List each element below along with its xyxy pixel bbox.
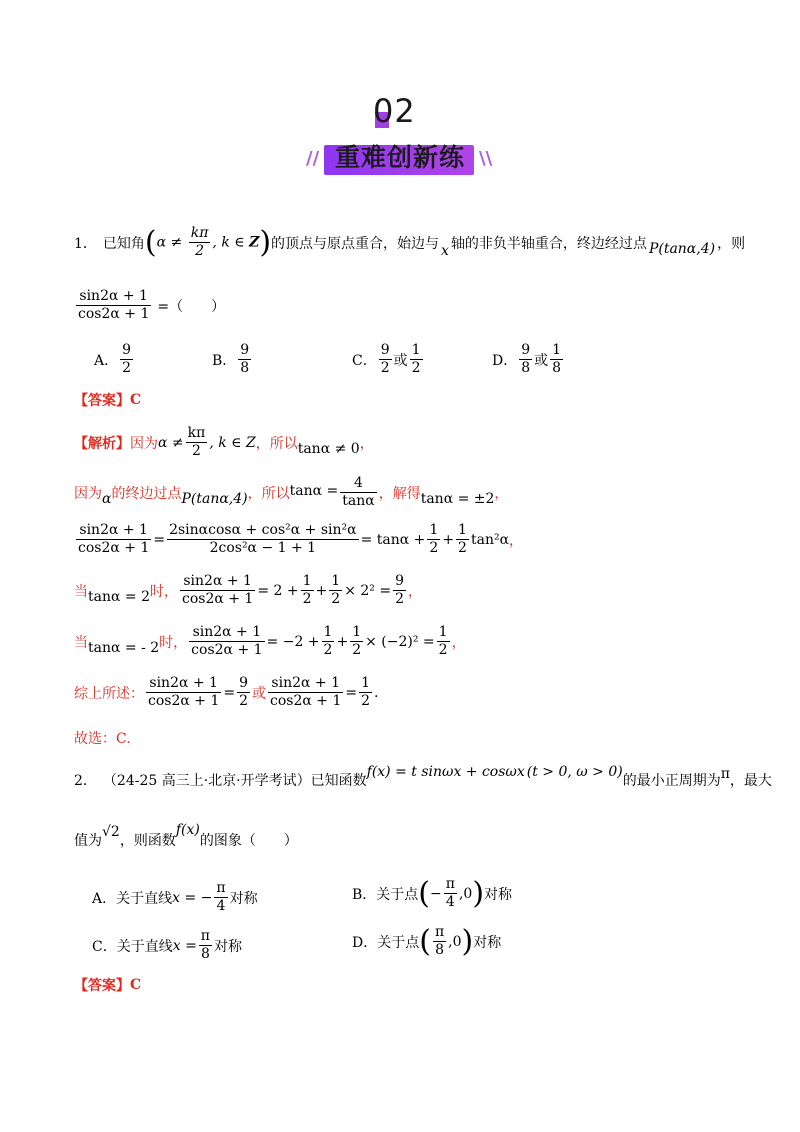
q1-expression — [74, 288, 225, 323]
math-text: = — [153, 531, 166, 548]
math-text: . — [374, 684, 379, 701]
analysis-text: 综上所述： — [74, 685, 144, 702]
math-text: tanα = - 2 — [88, 639, 160, 656]
analysis-text: ， — [451, 634, 466, 651]
option-fraction: $\frac{1}{2}$ — [411, 342, 421, 376]
q2-stem-text: 的图象（ ） — [199, 833, 298, 849]
option-text: 对称 — [473, 934, 502, 951]
q1-analysis-line4 — [74, 573, 422, 608]
math-text: + — [336, 633, 349, 650]
math-text: √2 — [102, 824, 120, 840]
option-fraction: $\frac{\pi}{4}$ — [216, 880, 226, 914]
q1-x-var: x — [441, 242, 449, 259]
analysis-text: ， — [509, 532, 524, 549]
option-label: B． — [212, 352, 237, 369]
analysis-text: 时， — [149, 583, 178, 600]
ratio-fraction: $\frac{\sin 2\alpha + 1}{\cos 2\alpha + 1}$ — [270, 675, 342, 709]
math-text: ,0 — [458, 885, 473, 902]
q2-option-c — [92, 928, 242, 963]
kpi-over-2: $\frac{k\pi}{2}$ — [187, 425, 206, 459]
q2-stem-text: ，则函数 — [119, 833, 176, 849]
q1-analysis-line1 — [74, 425, 374, 460]
answer-tag: 【答案】 — [74, 393, 130, 409]
half-fraction: $\frac{1}{2}$ — [458, 522, 467, 556]
or-word: 或 — [393, 352, 408, 369]
math-text: , k ∈ Z — [209, 434, 256, 451]
math-text: ,0 — [448, 933, 462, 950]
q1-conclusion: 故选：C. — [74, 731, 131, 747]
q2-stem-text: 的最小正周期为 — [622, 773, 721, 789]
or-word: 或 — [534, 352, 549, 369]
q2-option-d: D．关于点 ( $\frac{\pi}{8}$ ,0 ) 对称 — [352, 923, 502, 959]
q1-main-fraction: $\frac{\sin 2\alpha + 1}{\cos 2\alpha + 1}$ — [78, 288, 150, 322]
expanded-fraction: $\frac{\text{2sinαcosα + cos²α + sin²α}}{\text{2cos²α − 1 + 1}}$ — [169, 522, 357, 556]
math-text: f(x) = t sinωx + cosωx — [366, 764, 525, 780]
q2-option-b: B．关于点 ( − $\frac{\pi}{4}$ ,0 ) 对称 — [352, 875, 513, 911]
result-fraction: $\frac{9}{2}$ — [239, 675, 249, 709]
q1-stem — [74, 225, 745, 260]
math-text: P(tanα,4) — [181, 490, 248, 507]
analysis-text: 因为 — [130, 435, 158, 452]
half-fraction: $\frac{1}{2}$ — [352, 624, 362, 658]
math-text: tan²α — [470, 531, 510, 548]
q1-analysis-line2 — [74, 475, 508, 510]
option-fraction: $\frac{\pi}{8}$ — [200, 928, 210, 962]
q1-condition: α ≠ $\frac{k\pi}{2}$ , k ∈ Z — [156, 225, 260, 259]
math-text: α — [102, 490, 112, 507]
analysis-tag: 【解析】 — [74, 435, 130, 452]
analysis-text: 因为 — [74, 485, 102, 502]
four-over-tan: $\frac{4}{\tan\alpha}$ — [342, 475, 375, 509]
option-fraction: $\frac{1}{8}$ — [552, 342, 562, 376]
math-text: tanα ≠ 0 — [297, 440, 360, 457]
math-text: + — [315, 582, 328, 599]
q2-number: 2． — [74, 773, 97, 789]
answer-value: C — [130, 977, 142, 993]
option-fraction: $\frac{9}{8}$ — [521, 342, 531, 376]
q1-point: P(tanα,4) — [648, 240, 716, 257]
q1-stem-text: 已知角 — [102, 235, 145, 252]
math-text: × (−2)² = — [365, 633, 435, 650]
left-slash-decoration: // — [306, 148, 320, 169]
math-text: = −2 + — [266, 633, 320, 650]
q2-source: （24-25 高三上·北京·开学考试）已知函数 — [102, 773, 367, 789]
result-fraction: $\frac{1}{2}$ — [361, 675, 371, 709]
q1-option-d — [492, 342, 565, 377]
kpi-over-2: $\frac{k\pi}{2}$ — [190, 225, 209, 259]
analysis-text: 的终边过点 — [111, 485, 182, 502]
analysis-text: ， — [408, 583, 423, 600]
option-label: A． — [94, 352, 119, 369]
math-text: = — [345, 684, 358, 701]
math-text: tanα = 2 — [88, 588, 150, 605]
option-label: C．关于直线 — [92, 938, 173, 955]
analysis-text: 时， — [159, 634, 188, 651]
q1-stem-text: 的顶点与原点重合，始边与 — [271, 235, 440, 252]
math-text: α ≠ — [158, 434, 184, 451]
option-label: C． — [352, 352, 377, 369]
math-text: = tanα + — [360, 531, 426, 548]
analysis-text: ， — [494, 485, 509, 502]
math-text: − — [430, 885, 442, 902]
ratio-fraction: $\frac{\sin 2\alpha + 1}{\cos 2\alpha + 1}$ — [181, 573, 254, 607]
option-label: A．关于直线 — [92, 890, 173, 907]
section-number: 02 — [373, 92, 416, 130]
q1-stem-text: 轴的非负半轴重合，终边经过点 — [450, 235, 647, 252]
result-fraction: $\frac{1}{2}$ — [438, 624, 448, 658]
math-text: tanα = ±2 — [420, 490, 495, 507]
analysis-text: 当 — [74, 583, 88, 600]
ratio-fraction: $\frac{\sin 2\alpha + 1}{\cos 2\alpha + 1}$ — [78, 522, 150, 556]
section-title: 重难创新练 — [334, 143, 465, 172]
option-fraction: $\frac{9}{2}$ — [380, 342, 390, 376]
q1-blank: =（ ） — [157, 298, 226, 315]
q1-analysis-line5 — [74, 624, 466, 659]
math-text: tanα = — [289, 482, 339, 499]
q1-option-b — [212, 342, 253, 377]
q1-stem-text: ，则 — [717, 235, 746, 252]
option-fraction: $\frac{9}{2}$ — [122, 342, 132, 376]
math-text: x = − — [172, 889, 213, 906]
q1-number: 1． — [74, 235, 97, 252]
q2-stem-line2 — [74, 822, 298, 850]
analysis-text: ，解得 — [378, 485, 421, 502]
ratio-fraction: $\frac{\sin 2\alpha + 1}{\cos 2\alpha + 1}$ — [191, 624, 263, 658]
math-text: x = — [172, 937, 197, 954]
analysis-text: 当 — [74, 634, 88, 651]
half-fraction: $\frac{1}{2}$ — [302, 573, 312, 607]
q1-option-c — [352, 342, 425, 377]
right-slash-decoration: \\ — [479, 148, 493, 169]
math-text: = — [223, 684, 236, 701]
analysis-text: ， — [359, 435, 374, 452]
half-fraction: $\frac{1}{2}$ — [429, 522, 439, 556]
math-text: = 2 + — [257, 582, 299, 599]
q2-answer — [74, 975, 141, 995]
option-fraction: $\frac{9}{8}$ — [240, 342, 250, 376]
option-fraction: $\frac{\pi}{8}$ — [434, 924, 445, 958]
q2-stem-text: ，最大 — [729, 773, 772, 789]
result-fraction: $\frac{9}{2}$ — [395, 573, 405, 607]
q2-stem-text: 值为 — [74, 833, 102, 849]
answer-value: C — [130, 392, 142, 408]
option-label: B．关于点 — [352, 886, 419, 903]
analysis-text: ，所以 — [247, 485, 290, 502]
math-text: π — [720, 766, 730, 782]
q1-answer — [74, 390, 141, 410]
math-text: (t > 0, ω > 0) — [526, 764, 623, 780]
option-text: 对称 — [229, 890, 258, 907]
option-label: D． — [492, 352, 518, 369]
paren-right: ) — [259, 224, 272, 260]
option-text: 对称 — [484, 886, 513, 903]
option-label: D．关于点 — [352, 934, 420, 951]
analysis-text: 或 — [252, 685, 267, 702]
analysis-text: ，所以 — [255, 435, 298, 452]
half-fraction: $\frac{1}{2}$ — [331, 573, 341, 607]
ratio-fraction: $\frac{\sin 2\alpha + 1}{\cos 2\alpha + 1}$ — [148, 675, 220, 709]
q2-option-a — [92, 880, 258, 915]
q2-stem — [74, 764, 772, 790]
q1-analysis-line6 — [74, 675, 378, 710]
option-text: 对称 — [214, 938, 242, 955]
q1-analysis-line3 — [74, 522, 523, 557]
option-fraction: $\frac{\pi}{4}$ — [445, 876, 455, 910]
q1-option-a — [94, 342, 135, 377]
math-text: + — [442, 531, 455, 548]
answer-tag: 【答案】 — [74, 978, 130, 994]
math-text: f(x) — [175, 822, 200, 838]
paren-left: ( — [144, 224, 157, 260]
half-fraction: $\frac{1}{2}$ — [323, 624, 333, 658]
math-text: × 2² = — [344, 582, 392, 599]
